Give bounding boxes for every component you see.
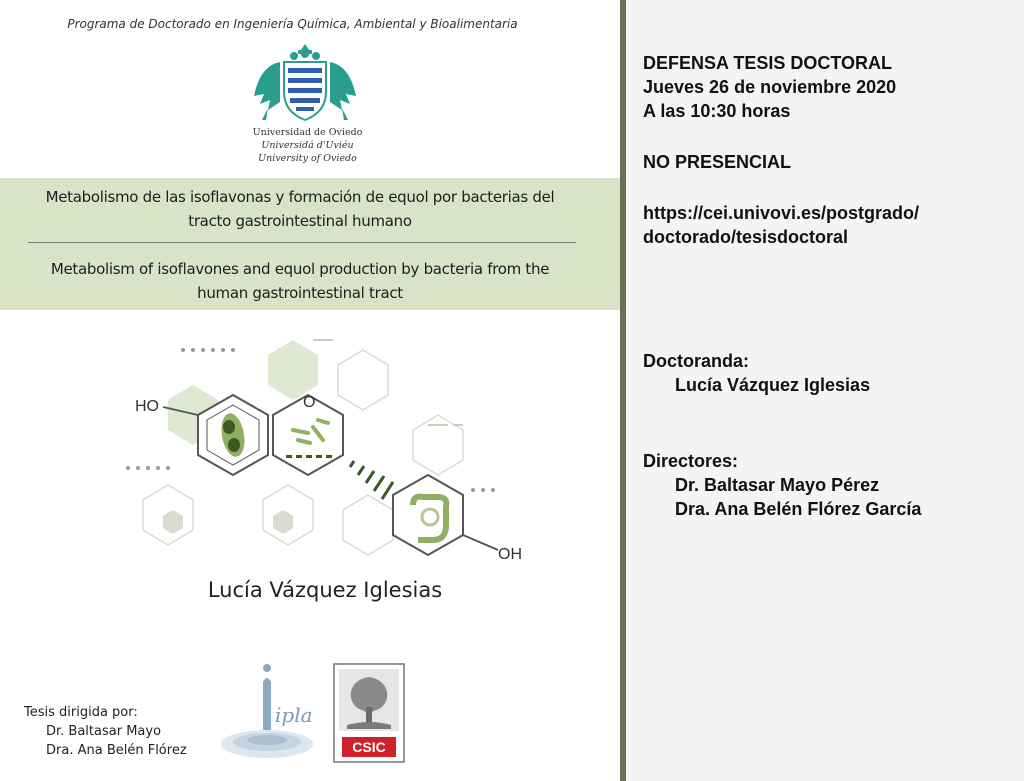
molecule-illustration — [118, 335, 538, 575]
university-name-es: Universidad de Oviedo — [252, 127, 363, 138]
defensa-date: Jueves 26 de noviembre 2020 — [643, 77, 897, 97]
ipla-logo-text: ipla — [275, 703, 313, 727]
director-2: Dra. Ana Belén Flórez — [46, 743, 187, 758]
directed-by-label: Tesis dirigida por: — [24, 705, 138, 720]
doctoranda-name: Lucía Vázquez Iglesias — [675, 375, 871, 395]
director-full-2: Dra. Ana Belén Flórez García — [675, 499, 922, 519]
directores-label: Directores: — [643, 451, 739, 471]
thesis-directors-block — [24, 703, 187, 760]
url-line-1: https://cei.univovi.es/postgrado/ — [643, 203, 920, 223]
defensa-time: A las 10:30 horas — [643, 101, 791, 121]
director-full-1: Dr. Baltasar Mayo Pérez — [675, 475, 880, 495]
url-line-2: doctorado/tesisdoctoral — [643, 227, 849, 247]
thesis-title-english-line1: Metabolism of isoflavones and equol production by bacteria from the — [50, 260, 550, 278]
thesis-title-spanish-line2: tracto gastrointestinal humano — [188, 212, 412, 230]
thesis-title-band — [0, 178, 620, 310]
hydroxyl-label-right: OH — [498, 546, 522, 563]
university-name-ast: Universidá d'Uviéu — [261, 140, 354, 151]
director-1: Dr. Baltasar Mayo — [46, 724, 162, 739]
university-crest-icon — [250, 40, 360, 122]
university-name-en: University of Oviedo — [258, 153, 357, 164]
program-line: Programa de Doctorado en Ingeniería Química, Ambiental y Bioalimentaria — [67, 17, 518, 31]
oxygen-label: O — [303, 394, 316, 411]
ipla-logo-icon — [215, 660, 320, 765]
thesis-title-english — [0, 257, 600, 305]
thesis-title-english-line2: human gastrointestinal tract — [197, 284, 403, 302]
author-name: Lucía Vázquez Iglesias — [207, 578, 443, 602]
thesis-title-spanish — [0, 185, 600, 233]
university-names — [225, 126, 390, 165]
csic-logo-text: CSIC — [352, 739, 386, 755]
csic-logo-icon — [333, 663, 405, 763]
title-divider — [28, 242, 576, 243]
thesis-title-spanish-line1: Metabolismo de las isoflavonas y formación de equol por bacterias del — [45, 188, 555, 206]
doctoranda-label: Doctoranda: — [643, 351, 750, 371]
defensa-heading: DEFENSA TESIS DOCTORAL — [643, 53, 893, 73]
hydroxyl-label-left: HO — [135, 398, 159, 415]
defensa-mode: NO PRESENCIAL — [643, 152, 792, 172]
